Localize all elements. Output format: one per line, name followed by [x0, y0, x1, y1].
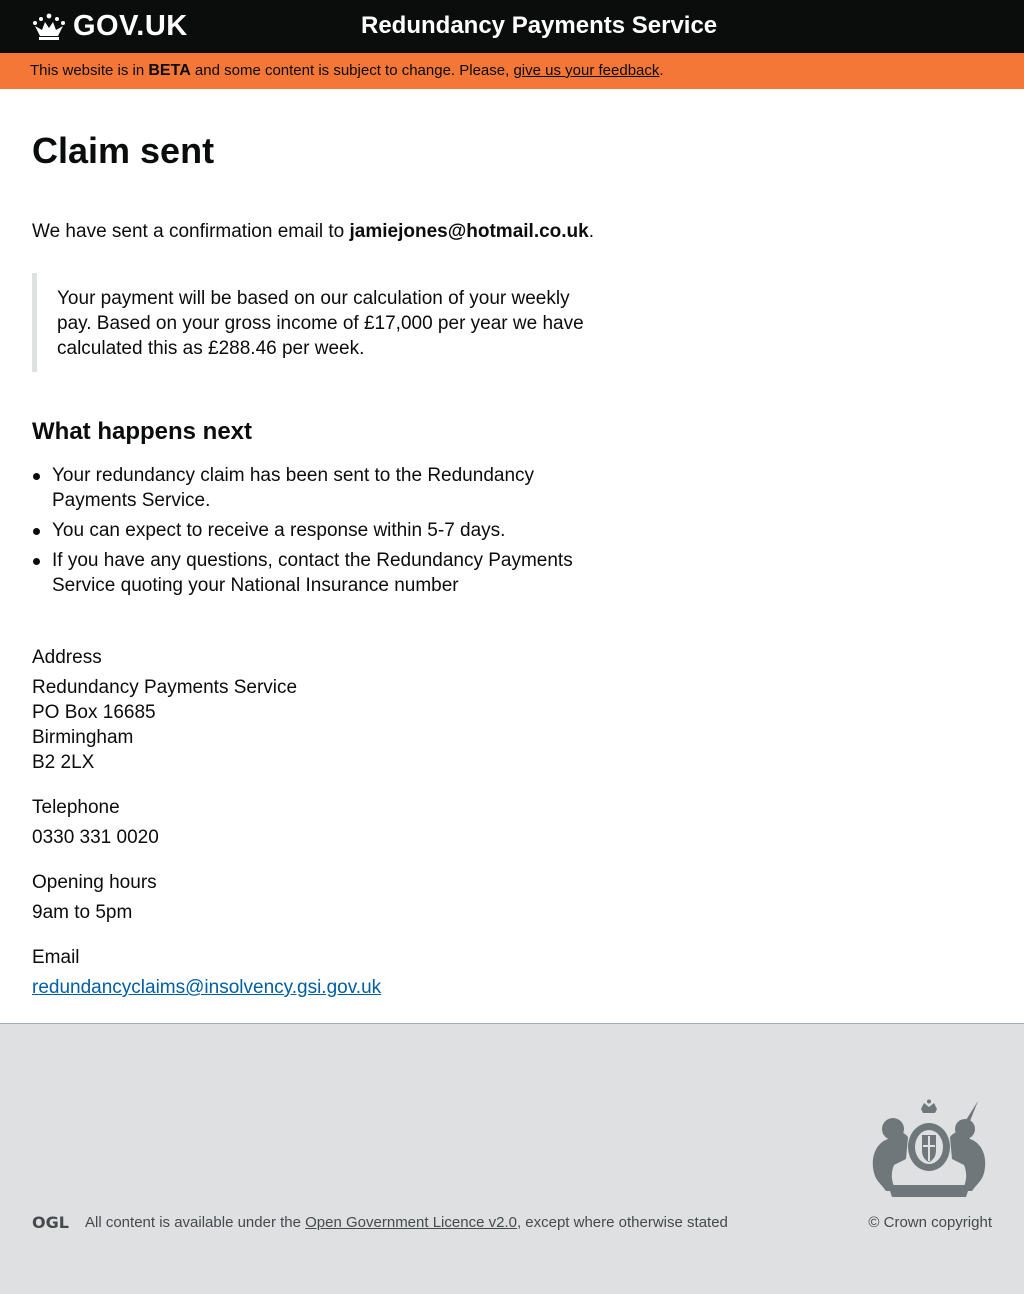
list-item: You can expect to receive a response within 5-7 days. — [32, 518, 612, 543]
govuk-logo-link[interactable] — [32, 10, 188, 43]
email-block — [32, 945, 992, 1000]
confirmation-suffix: . — [588, 221, 595, 242]
next-steps-heading: What happens next — [32, 418, 253, 445]
email-label: Email — [32, 947, 80, 968]
beta-prefix: This website is in — [30, 62, 149, 79]
crown-copyright-link[interactable]: © Crown copyright — [868, 1214, 992, 1231]
telephone-number: 0330 331 0020 — [32, 827, 159, 848]
licence-suffix: , except where otherwise stated — [516, 1214, 728, 1231]
address-label: Address — [32, 647, 102, 668]
confirmation-email: jamiejones@hotmail.co.uk — [349, 221, 589, 242]
beta-middle: and some content is subject to change. Please, — [190, 62, 514, 79]
address-line: Birmingham — [32, 727, 134, 748]
confirmation-prefix: We have sent a confirmation email to — [32, 221, 350, 242]
royal-coat-of-arms-icon — [866, 1099, 992, 1201]
main-content — [0, 131, 1024, 1000]
telephone-label: Telephone — [32, 797, 120, 818]
payment-inset: Your payment will be based on our calculation of your weekly pay. Based on your gross income of £17,000 per year we have calculated this as £288.46 per week. — [32, 273, 592, 372]
beta-suffix: . — [659, 62, 664, 79]
open-government-licence-link[interactable]: Open Government Licence v2.0 — [305, 1214, 517, 1231]
address-line: B2 2LX — [32, 752, 95, 773]
site-footer — [0, 1023, 1024, 1294]
beta-banner — [0, 53, 1024, 89]
site-header — [0, 0, 1024, 53]
list-item: Your redundancy claim has been sent to the Redundancy Payments Service. — [32, 463, 612, 513]
address-block — [32, 645, 992, 775]
list-item: If you have any questions, contact the Redundancy Payments Service quoting your National Insurance number — [32, 548, 612, 598]
telephone-block — [32, 795, 992, 850]
logo-text: GOV.UK — [73, 10, 188, 42]
hours-value: 9am to 5pm — [32, 902, 133, 923]
crown-icon — [32, 13, 66, 41]
feedback-link[interactable]: give us your feedback — [513, 62, 660, 79]
hours-block — [32, 870, 992, 925]
ogl-logo-icon — [32, 1213, 73, 1230]
confirmation-message — [32, 219, 992, 244]
licence-prefix: All content is available under the — [85, 1214, 306, 1231]
page-title: Claim sent — [32, 130, 215, 171]
licence-text — [85, 1214, 728, 1231]
ogl-logo-text: OGL — [32, 1213, 69, 1230]
contact-email-link[interactable]: redundancyclaims@insolvency.gsi.gov.uk — [32, 977, 382, 998]
address-line: PO Box 16685 — [32, 702, 156, 723]
hours-label: Opening hours — [32, 872, 157, 893]
address-line: Redundancy Payments Service — [32, 677, 298, 698]
beta-tag: BETA — [148, 62, 191, 79]
next-steps-list — [32, 463, 612, 598]
contact-details — [32, 645, 992, 1000]
service-name-link[interactable]: Redundancy Payments Service — [361, 12, 718, 39]
